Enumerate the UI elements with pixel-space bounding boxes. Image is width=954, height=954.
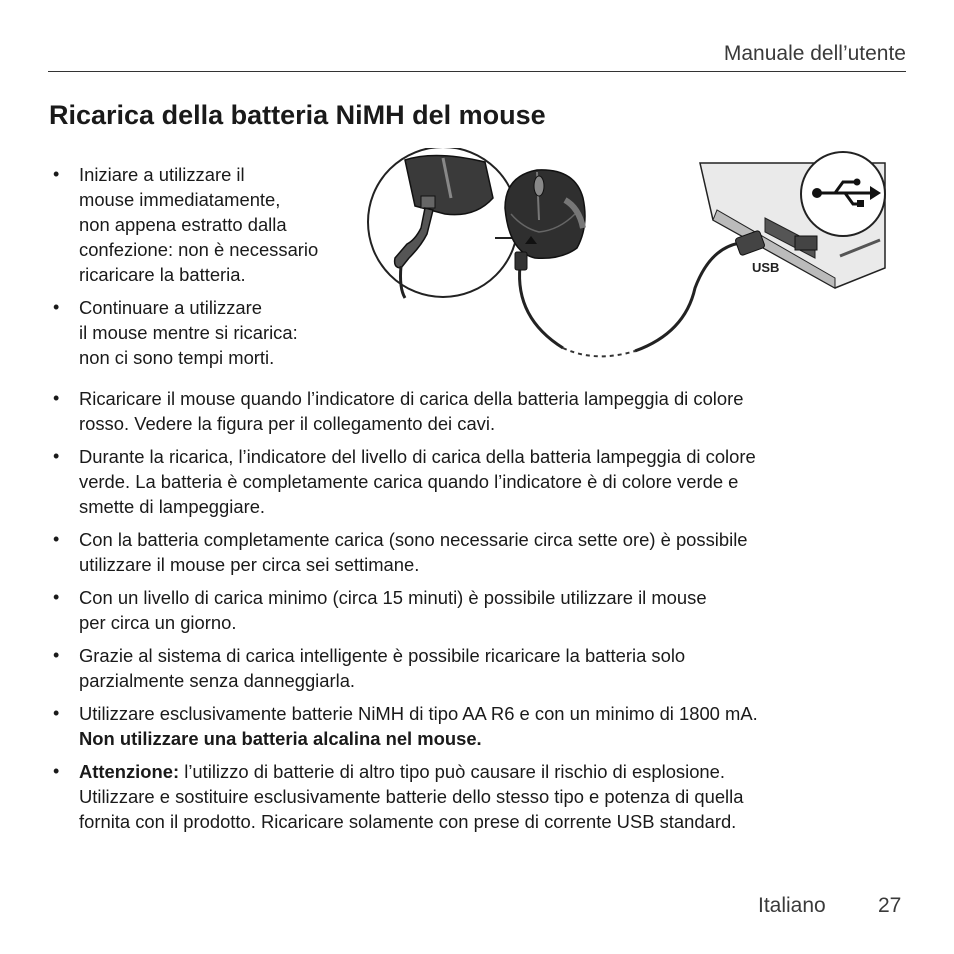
bullet-item	[49, 386, 909, 436]
bullet-line: Con un livello di carica minimo (circa 15 minuti) è possibile utilizzare il mouse	[79, 587, 707, 608]
micro-usb-connector	[515, 252, 527, 270]
cable	[520, 266, 563, 348]
page-title: Ricarica della batteria NiMH del mouse	[49, 100, 546, 130]
bullet-line: Continuare a utilizzare	[79, 297, 262, 318]
bullet-line: per circa un giorno.	[79, 612, 237, 633]
main-bullet-list	[49, 386, 909, 842]
header-title: Manuale dell’utente	[723, 42, 906, 65]
intro-bullet-list	[49, 162, 369, 378]
charging-illustration	[365, 148, 890, 368]
bullet-line: non ci sono tempi morti.	[79, 347, 275, 368]
header-rule	[48, 71, 906, 72]
bullet-line: non appena estratto dalla	[79, 214, 287, 235]
intro-bullet-item	[49, 295, 369, 370]
warning-label: Attenzione:	[79, 761, 180, 782]
bullet-line: parzialmente senza danneggiarla.	[79, 670, 356, 691]
bullet-line: il mouse mentre si ricarica:	[79, 322, 298, 343]
bullet-line: Ricaricare il mouse quando l’indicatore di carica della batteria lampeggia di colore	[79, 388, 744, 409]
bullet-line: confezione: non è necessario	[79, 239, 319, 260]
bullet-line: verde. La batteria è completamente carica quando l’indicatore è di colore verde e	[79, 471, 739, 492]
usb-label: USB	[752, 260, 780, 275]
bold-warning-text: Non utilizzare una batteria alcalina nel mouse.	[79, 728, 482, 749]
bullet-line: Con la batteria completamente carica (sono necessarie circa sette ore) è possibile	[79, 529, 748, 550]
bullet-line: l’utilizzo di batterie di altro tipo può causare il rischio di esplosione.	[179, 761, 725, 782]
battery-bullet-item	[49, 701, 909, 751]
bullet-item	[49, 527, 909, 577]
bullet-line: Grazie al sistema di carica intelligente è possibile ricaricare la batteria solo	[79, 645, 686, 666]
bullet-line: smette di lampeggiare.	[79, 496, 266, 517]
bullet-item	[49, 643, 909, 693]
cable	[635, 243, 740, 351]
intro-bullet-item	[49, 162, 369, 287]
bullet-line: Iniziare a utilizzare il	[79, 164, 245, 185]
bullet-item	[49, 444, 909, 519]
bullet-line: Utilizzare esclusivamente batterie NiMH di tipo AA R6 e con un minimo di 1800 mA.	[79, 703, 758, 724]
mouse	[505, 170, 585, 258]
bullet-line: utilizzare il mouse per circa sei settimane.	[79, 554, 420, 575]
page-number: 27	[878, 894, 902, 917]
warning-bullet-item	[49, 759, 909, 834]
cable-dashed	[563, 348, 635, 356]
bullet-line: fornita con il prodotto. Ricaricare solamente con prese di corrente USB standard.	[79, 811, 737, 832]
bullet-line: mouse immediatamente,	[79, 189, 281, 210]
bullet-item	[49, 585, 909, 635]
bullet-line: ricaricare la batteria.	[79, 264, 246, 285]
bullet-line: Durante la ricarica, l’indicatore del livello di carica della batteria lampeggia di colore	[79, 446, 756, 467]
bullet-line: Utilizzare e sostituire esclusivamente batterie dello stesso tipo e potenza di quella	[79, 786, 744, 807]
bullet-line: rosso. Vedere la figura per il collegamento dei cavi.	[79, 413, 496, 434]
footer-language: Italiano	[758, 894, 826, 917]
